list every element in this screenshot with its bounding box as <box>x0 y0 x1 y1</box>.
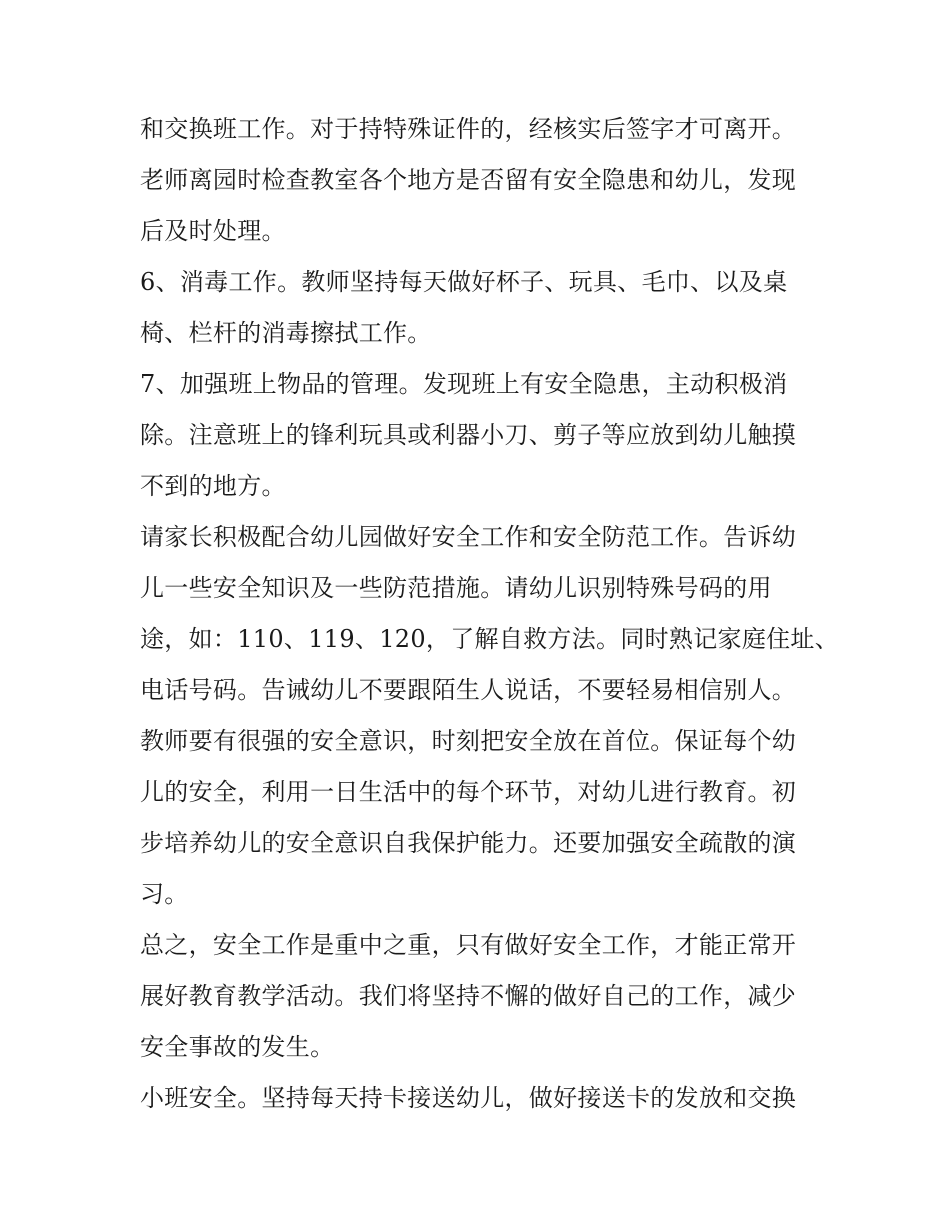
paragraph-handover-continued <box>140 104 820 257</box>
text-line: 习。 <box>140 880 189 908</box>
text-line: 后及时处理。 <box>140 217 286 245</box>
text-line: 安全事故的发生。 <box>140 1033 335 1061</box>
text-line: 途，如：110、119、120，了解自救方法。同时熟记家庭住址、 <box>140 625 840 653</box>
text-line: 展好教育教学活动。我们将坚持不懈的做好自己的工作，减少 <box>140 982 797 1010</box>
text-line: 儿的安全，利用一日生活中的每个环节，对幼儿进行教育。初 <box>140 778 797 806</box>
text-line: 电话号码。告诫幼儿不要跟陌生人说话，不要轻易相信别人。 <box>140 676 797 704</box>
text-line: 椅、栏杆的消毒擦拭工作。 <box>140 319 432 347</box>
text-line: 儿一些安全知识及一些防范措施。请幼儿识别特殊号码的用 <box>140 574 772 602</box>
text-line: 不到的地方。 <box>140 472 286 500</box>
paragraph-conclusion <box>140 920 820 1073</box>
text-line: 6、消毒工作。教师坚持每天做好杯子、玩具、毛巾、以及桌 <box>140 268 788 296</box>
text-line: 教师要有很强的安全意识，时刻把安全放在首位。保证每个幼 <box>140 727 797 755</box>
text-line: 总之，安全工作是重中之重，只有做好安全工作，才能正常开 <box>140 931 797 959</box>
text-line: 请家长积极配合幼儿园做好安全工作和安全防范工作。告诉幼 <box>140 523 797 551</box>
paragraph-item-7-item-management <box>140 359 820 512</box>
paragraph-teacher-awareness <box>140 716 820 920</box>
paragraph-small-class-safety <box>140 1073 820 1124</box>
text-line: 和交换班工作。对于持特殊证件的，经核实后签字才可离开。 <box>140 115 797 143</box>
text-line: 除。注意班上的锋利玩具或利器小刀、剪子等应放到幼儿触摸 <box>140 421 797 449</box>
text-line: 步培养幼儿的安全意识自我保护能力。还要加强安全疏散的演 <box>140 829 797 857</box>
paragraph-item-6-disinfection <box>140 257 820 359</box>
text-line: 7、加强班上物品的管理。发现班上有安全隐患，主动积极消 <box>140 370 788 398</box>
paragraph-parent-cooperation <box>140 512 840 716</box>
document-body <box>140 104 840 1124</box>
text-line: 老师离园时检查教室各个地方是否留有安全隐患和幼儿，发现 <box>140 166 797 194</box>
text-line: 小班安全。坚持每天持卡接送幼儿，做好接送卡的发放和交换 <box>140 1084 797 1112</box>
